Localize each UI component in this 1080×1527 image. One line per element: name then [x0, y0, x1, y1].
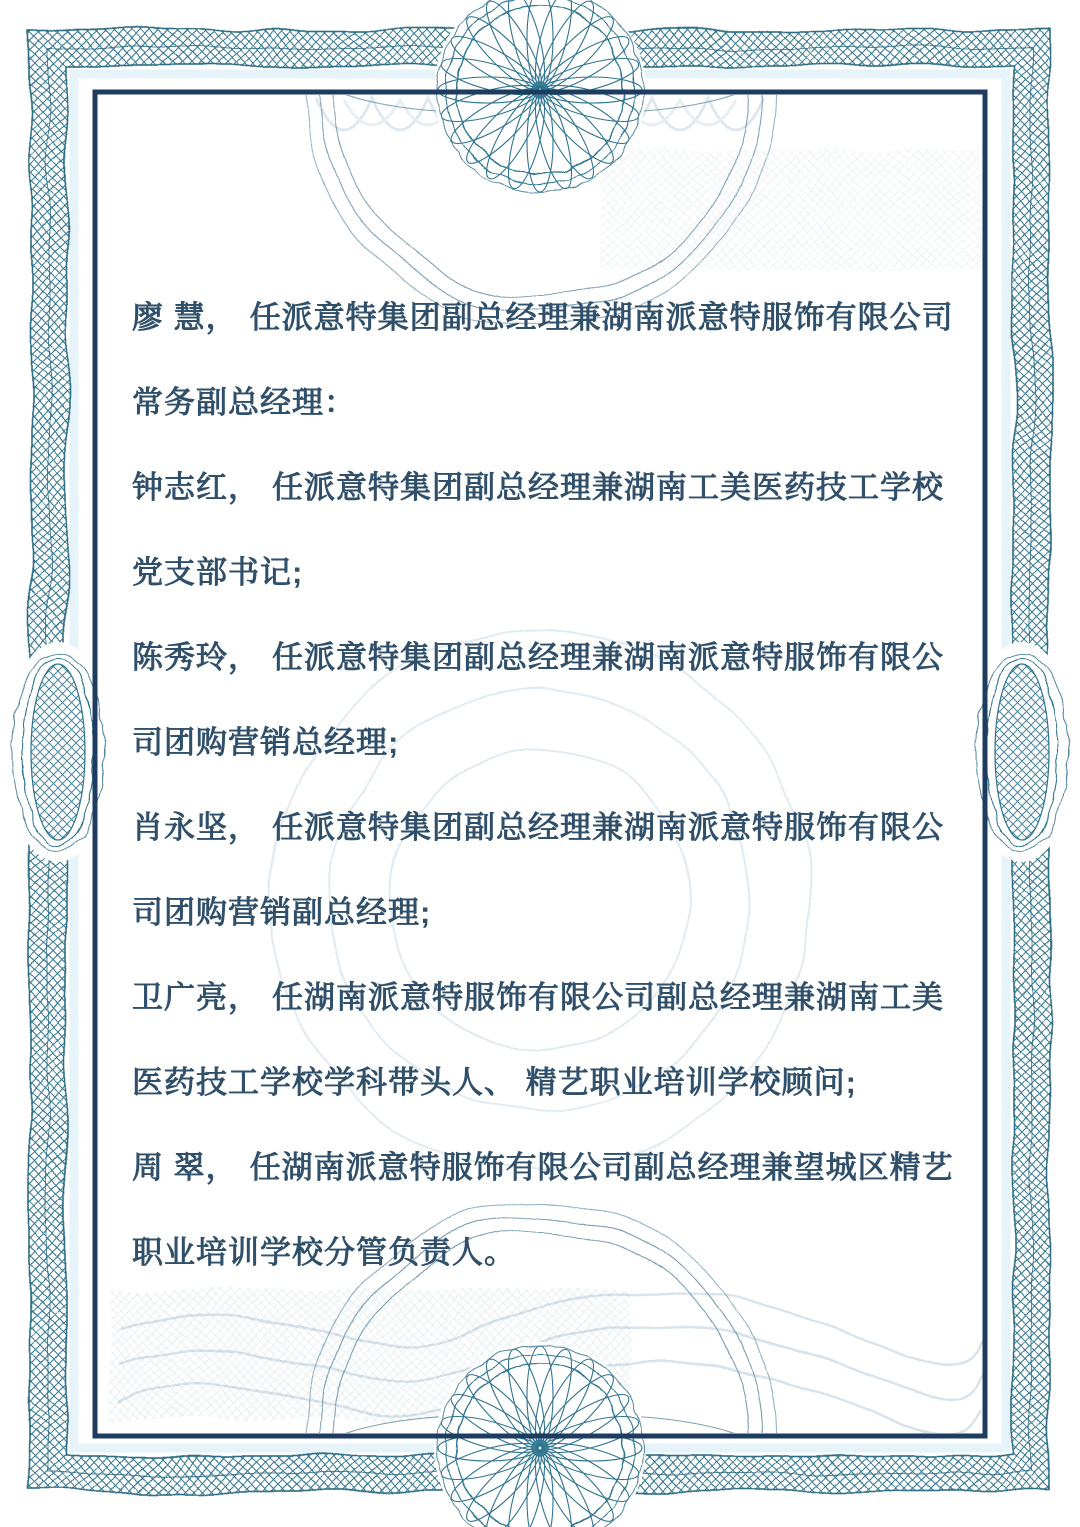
person-name: 陈秀玲，	[132, 640, 260, 675]
appointment-title: 任派意特集团副总经理兼湖南派意特服饰有限公司	[249, 300, 954, 335]
appointment-line	[132, 782, 962, 867]
person-name: 周 翠，	[132, 1150, 238, 1185]
appointment-entry	[132, 952, 962, 1122]
appointment-entry	[132, 782, 962, 952]
appointment-line: 司团购营销总经理;	[132, 725, 400, 760]
person-name: 廖 慧，	[132, 300, 238, 335]
person-name: 卫广亮，	[132, 980, 260, 1015]
appointment-line: 党支部书记;	[132, 555, 304, 590]
appointments-text	[132, 272, 962, 1292]
appointment-title: 任湖南派意特服饰有限公司副总经理兼湖南工美	[272, 980, 944, 1015]
appointment-entry	[132, 1122, 962, 1292]
appointment-line: 常务副总经理：	[132, 385, 356, 420]
appointment-line	[132, 272, 962, 357]
appointment-line: 职业培训学校分管负责人。	[132, 1235, 516, 1270]
appointment-entry	[132, 442, 962, 612]
appointment-line: 司团购营销副总经理;	[132, 895, 432, 930]
appointment-title: 任派意特集团副总经理兼湖南派意特服饰有限公	[272, 810, 944, 845]
person-name: 肖永坚，	[132, 810, 260, 845]
appointment-title: 任派意特集团副总经理兼湖南派意特服饰有限公	[272, 640, 944, 675]
appointment-title: 任派意特集团副总经理兼湖南工美医药技工学校	[272, 470, 944, 505]
appointment-entry	[132, 272, 962, 442]
appointment-line: 医药技工学校学科带头人、 精艺职业培训学校顾问;	[132, 1065, 857, 1100]
appointment-entry	[132, 612, 962, 782]
appointment-line	[132, 1122, 962, 1207]
appointment-line	[132, 442, 962, 527]
appointment-line	[132, 952, 962, 1037]
appointment-title: 任湖南派意特服饰有限公司副总经理兼望城区精艺	[249, 1150, 954, 1185]
appointment-line	[132, 612, 962, 697]
person-name: 钟志红，	[132, 470, 260, 505]
